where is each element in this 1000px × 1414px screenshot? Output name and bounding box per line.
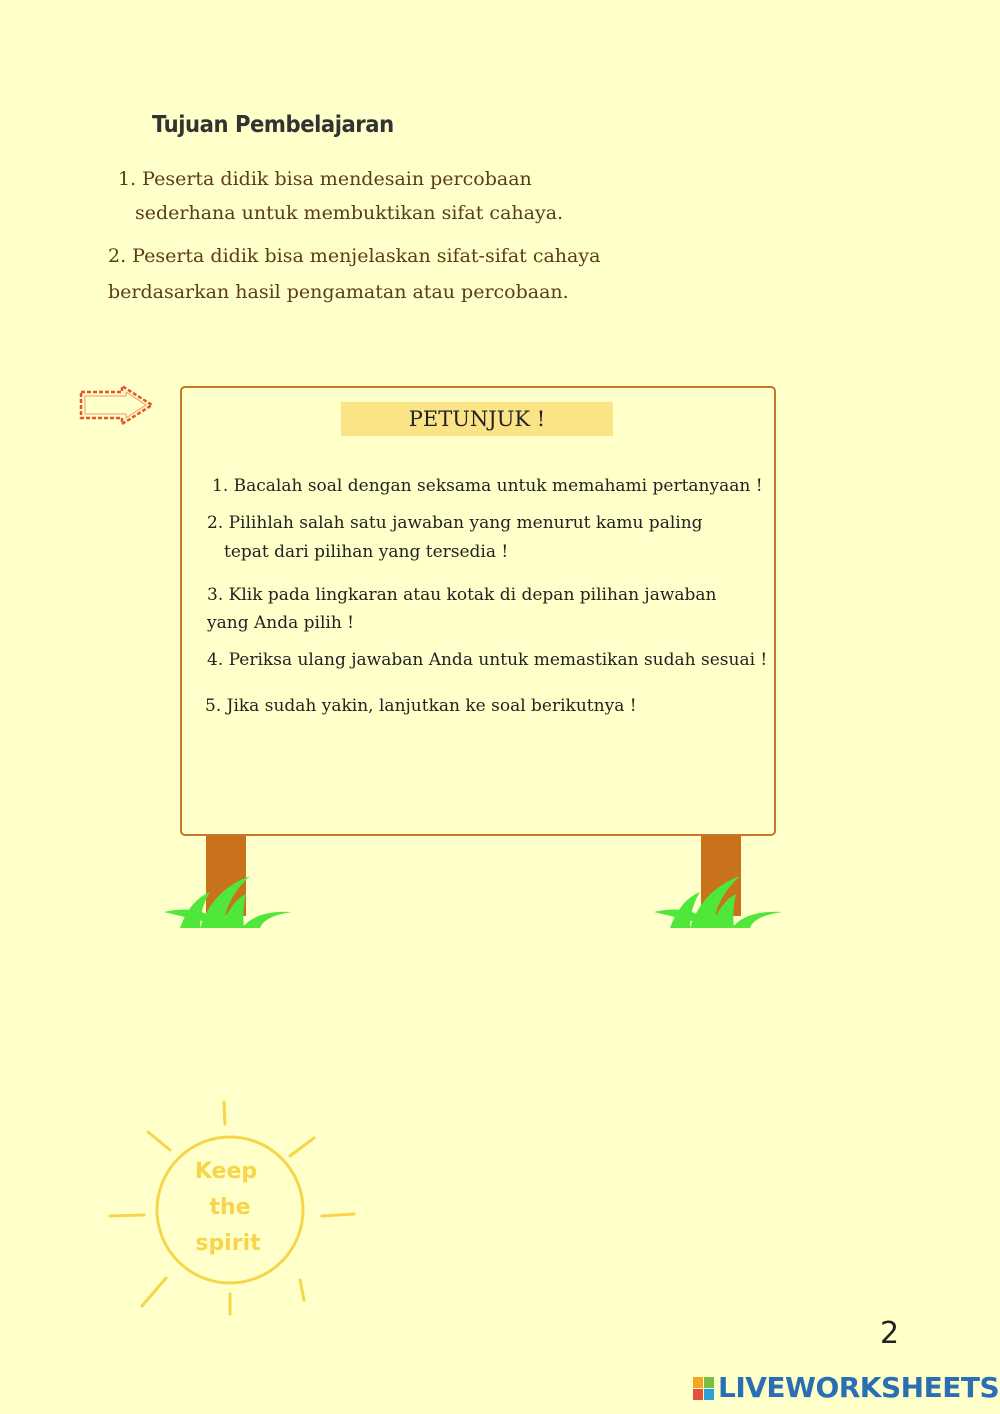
instruction-1: 1. Bacalah soal dengan seksama untuk memahami pertanyaan ! (212, 476, 763, 496)
sun-text-line-3: spirit (195, 1231, 261, 1256)
liveworksheets-logo-icon (692, 1376, 716, 1402)
grass-right-icon (650, 870, 786, 930)
instruction-2-line-2: tepat dari pilihan yang tersedia ! (224, 542, 509, 562)
goal-1-line-1: 1. Peserta didik bisa mendesain percobaan (118, 168, 532, 190)
arrow-right-icon (78, 384, 158, 428)
sun-text-line-2: the (209, 1195, 251, 1220)
instruction-3-line-1: 3. Klik pada lingkaran atau kotak di depan pilihan jawaban (207, 585, 717, 605)
instruction-2-line-1: 2. Pilihlah salah satu jawaban yang menurut kamu paling (207, 513, 703, 533)
board-title: PETUNJUK ! (408, 407, 546, 431)
instruction-4: 4. Periksa ulang jawaban Anda untuk memastikan sudah sesuai ! (207, 650, 768, 670)
goal-2-line-2: berdasarkan hasil pengamatan atau percobaan. (108, 281, 569, 303)
grass-left-icon (160, 870, 296, 930)
instruction-board (180, 386, 776, 836)
liveworksheets-logo: LIVEWORKSHEETS (718, 1371, 1000, 1404)
sun-text-line-1: Keep (194, 1159, 258, 1184)
goal-2-line-1: 2. Peserta didik bisa menjelaskan sifat-sifat cahaya (108, 245, 601, 267)
goal-1-line-2: sederhana untuk membuktikan sifat cahaya. (135, 202, 564, 224)
page-number: 2 (880, 1316, 900, 1351)
page-title: Tujuan Pembelajaran (152, 112, 394, 138)
instruction-3-line-2: yang Anda pilih ! (207, 613, 354, 633)
instruction-5: 5. Jika sudah yakin, lanjutkan ke soal berikutnya ! (205, 696, 637, 716)
sun-icon (104, 1098, 358, 1318)
